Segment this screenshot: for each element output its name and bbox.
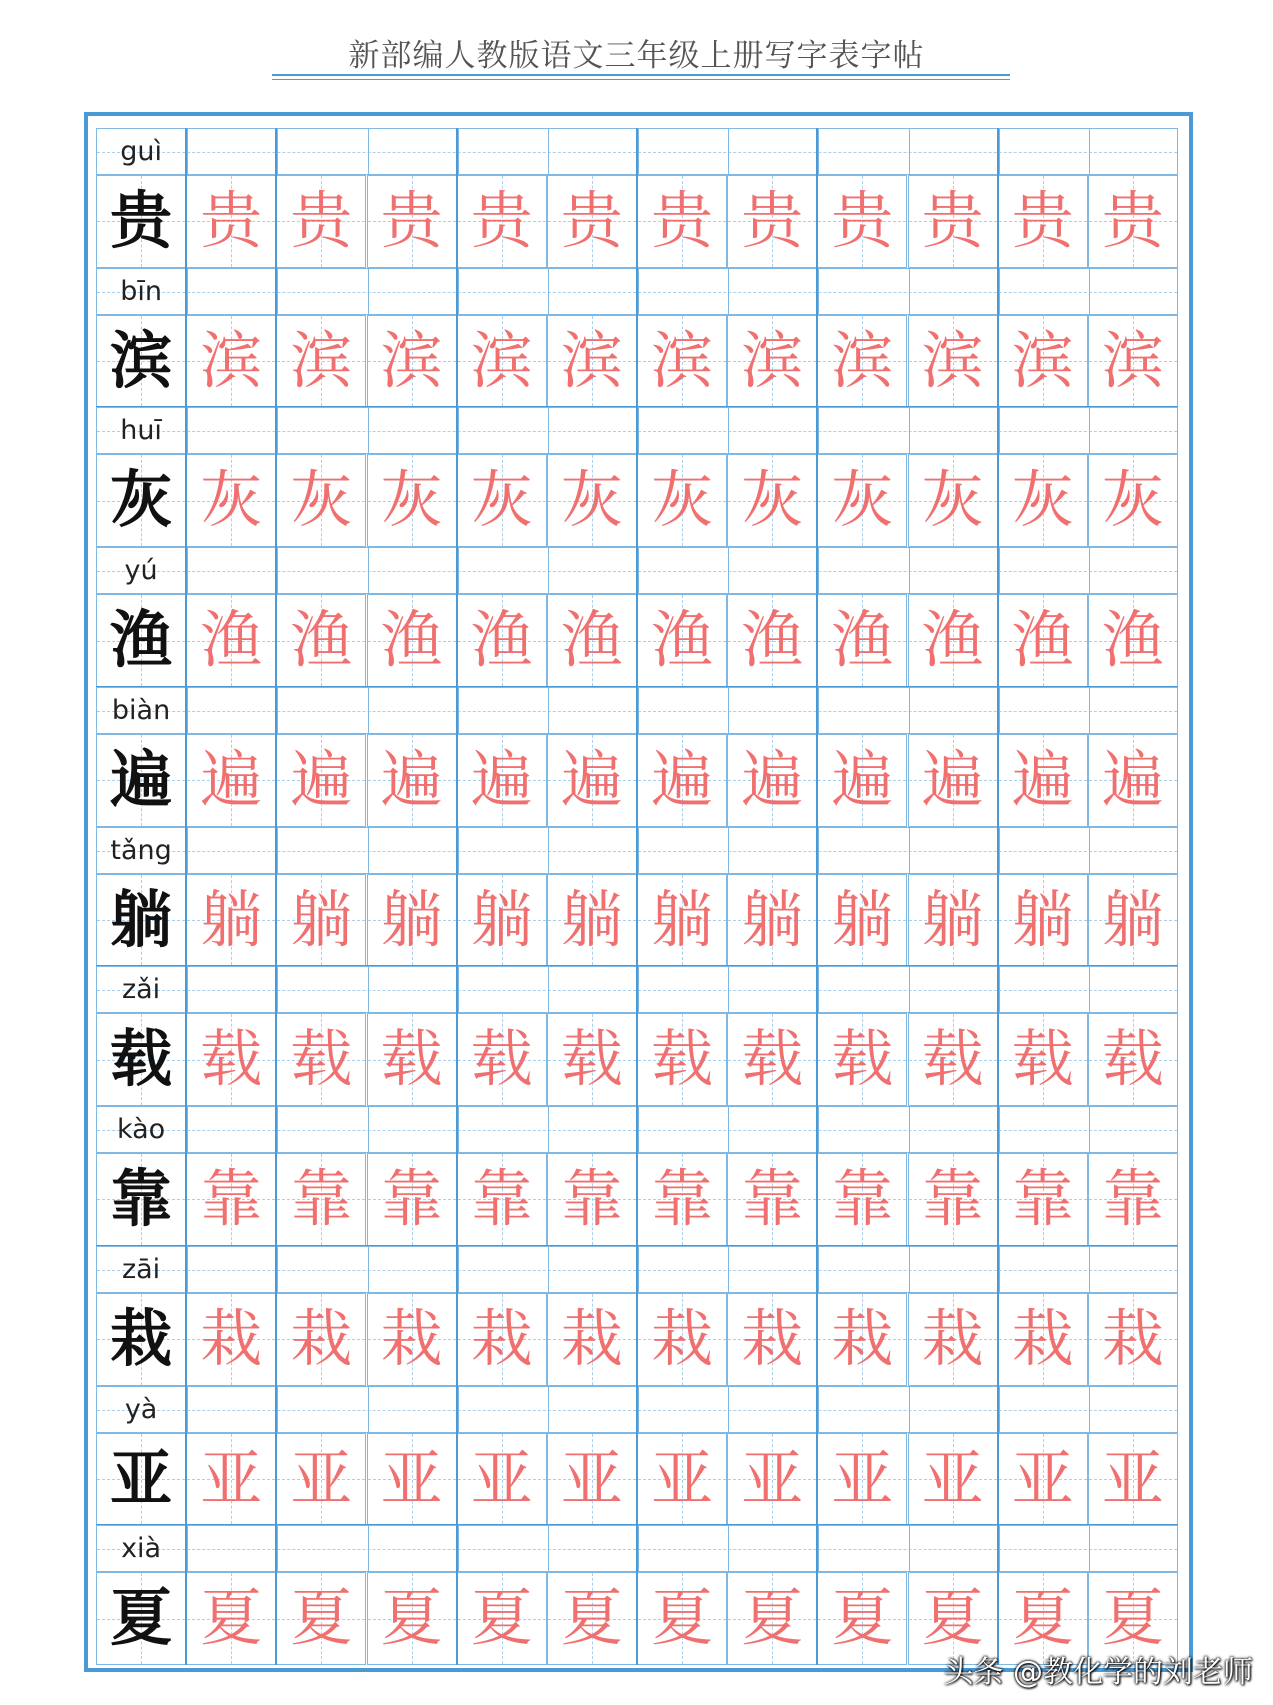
trace-character: 遍: [651, 742, 714, 816]
trace-character: 遍: [921, 742, 984, 816]
trace-character: 亚: [921, 1441, 984, 1515]
trace-character: 渔: [1011, 603, 1074, 677]
trace-character: 灰: [380, 463, 443, 537]
trace-character: 渔: [1101, 603, 1164, 677]
trace-character: 渔: [290, 603, 353, 677]
trace-character: 躺: [200, 882, 263, 956]
trace-character: 滨: [290, 323, 353, 397]
trace-character: 夏: [651, 1581, 714, 1655]
trace-character-cell: [547, 454, 637, 547]
trace-character: 滨: [1011, 323, 1074, 397]
model-character: 栽: [110, 1301, 173, 1375]
trace-character: 贵: [921, 184, 984, 257]
trace-character-cell: [1088, 454, 1178, 547]
trace-character-cell: [186, 1013, 276, 1106]
trace-character-cell: [727, 1572, 817, 1665]
pinyin-label: zǎi: [121, 974, 161, 1006]
trace-character: 躺: [651, 882, 714, 956]
trace-character: 载: [470, 1022, 533, 1096]
trace-character: 栽: [1011, 1301, 1074, 1375]
trace-character-cell: [817, 1572, 907, 1665]
trace-character-cell: [367, 315, 457, 408]
trace-character-cell: [367, 1013, 457, 1106]
trace-character: 躺: [1011, 882, 1074, 956]
model-character-cell: [96, 315, 186, 408]
pinyin-label: yà: [124, 1393, 158, 1425]
trace-character-cell: [547, 874, 637, 967]
model-character-cell: [96, 1572, 186, 1665]
trace-character: 遍: [200, 742, 263, 816]
trace-character-cell: [367, 874, 457, 967]
trace-character: 渔: [380, 603, 443, 677]
trace-character: 载: [1011, 1022, 1074, 1096]
trace-character-cell: [547, 1433, 637, 1526]
trace-character-cell: [1088, 1013, 1178, 1106]
trace-character: 灰: [470, 463, 533, 537]
trace-character: 栽: [651, 1301, 714, 1375]
trace-character-cell: [276, 734, 366, 827]
trace-character-cell: [457, 454, 547, 547]
trace-character: 遍: [741, 742, 804, 816]
pinyin-label: guì: [120, 136, 162, 167]
trace-character-cell: [276, 454, 366, 547]
trace-character: 栽: [380, 1301, 443, 1375]
trace-character: 躺: [560, 882, 623, 956]
trace-character: 靠: [470, 1162, 533, 1236]
trace-character-cell: [998, 594, 1088, 687]
trace-character: 栽: [1101, 1301, 1164, 1375]
trace-character: 栽: [741, 1301, 804, 1375]
trace-character: 渔: [831, 603, 894, 677]
trace-character-cell: [908, 874, 998, 967]
pinyin-label: zāi: [121, 1253, 161, 1285]
trace-character-cell: [817, 1013, 907, 1106]
pinyin-label: xià: [121, 1533, 162, 1565]
pinyin-label: kào: [116, 1114, 166, 1146]
trace-character-cell: [637, 1293, 727, 1386]
trace-character: 灰: [651, 463, 714, 537]
trace-character-cell: [817, 1153, 907, 1246]
trace-character-cell: [547, 1293, 637, 1386]
trace-character: 贵: [470, 184, 533, 257]
trace-character: 躺: [470, 882, 533, 956]
trace-character: 亚: [1011, 1441, 1074, 1515]
trace-character: 滨: [1101, 323, 1164, 397]
trace-character: 栽: [560, 1301, 623, 1375]
trace-character: 靠: [560, 1162, 623, 1236]
model-character-cell: [96, 1153, 186, 1246]
trace-character: 滨: [741, 323, 804, 397]
trace-character: 夏: [741, 1581, 804, 1655]
trace-character-cell: [908, 175, 998, 268]
trace-character-cell: [457, 1572, 547, 1665]
trace-character-cell: [186, 1572, 276, 1665]
trace-character: 滨: [651, 323, 714, 397]
model-character-cell: [96, 874, 186, 967]
trace-character-cell: [817, 454, 907, 547]
model-character: 滨: [110, 323, 173, 397]
trace-character-cell: [276, 175, 366, 268]
trace-character-cell: [367, 1433, 457, 1526]
trace-character: 亚: [290, 1441, 353, 1515]
model-character: 靠: [110, 1162, 173, 1236]
trace-character: 栽: [470, 1301, 533, 1375]
trace-character-cell: [186, 454, 276, 547]
column-group-divider: [456, 128, 458, 1665]
trace-character: 夏: [560, 1581, 623, 1655]
trace-character: 贵: [1011, 184, 1074, 257]
trace-character-cell: [547, 1013, 637, 1106]
model-character: 夏: [110, 1581, 173, 1655]
trace-character: 载: [921, 1022, 984, 1096]
trace-character: 载: [651, 1022, 714, 1096]
trace-character: 贵: [651, 184, 714, 257]
trace-character-cell: [367, 175, 457, 268]
trace-character-cell: [817, 1293, 907, 1386]
trace-character: 灰: [290, 463, 353, 537]
trace-character-cell: [727, 1153, 817, 1246]
trace-character-cell: [276, 315, 366, 408]
trace-character-cell: [276, 874, 366, 967]
trace-character: 贵: [560, 184, 623, 257]
trace-character-cell: [457, 874, 547, 967]
trace-character-cell: [1088, 594, 1178, 687]
trace-character: 滨: [831, 323, 894, 397]
trace-character: 遍: [380, 742, 443, 816]
trace-character: 滨: [380, 323, 443, 397]
trace-character: 夏: [290, 1581, 353, 1655]
trace-character-cell: [547, 734, 637, 827]
trace-character: 靠: [380, 1162, 443, 1236]
trace-character-cell: [637, 1153, 727, 1246]
trace-character-cell: [547, 175, 637, 268]
column-group-divider: [997, 128, 999, 1665]
trace-character: 灰: [1101, 463, 1164, 537]
trace-character-cell: [186, 1153, 276, 1246]
trace-character: 载: [560, 1022, 623, 1096]
trace-character-cell: [908, 315, 998, 408]
trace-character-cell: [457, 175, 547, 268]
trace-character: 遍: [1101, 742, 1164, 816]
trace-character-cell: [1088, 874, 1178, 967]
trace-character: 载: [1101, 1022, 1164, 1096]
trace-character: 夏: [1011, 1581, 1074, 1655]
trace-character: 渔: [651, 603, 714, 677]
trace-character: 滨: [921, 323, 984, 397]
column-group-divider: [275, 128, 277, 1665]
trace-character: 亚: [741, 1441, 804, 1515]
pinyin-label: bīn: [120, 275, 162, 307]
trace-character-cell: [727, 175, 817, 268]
trace-character-cell: [817, 315, 907, 408]
trace-character-cell: [998, 1293, 1088, 1386]
trace-character-cell: [817, 594, 907, 687]
pinyin-label: tǎng: [110, 834, 172, 866]
trace-character-cell: [276, 1153, 366, 1246]
trace-character: 遍: [290, 742, 353, 816]
trace-character: 渔: [200, 603, 263, 677]
trace-character: 亚: [651, 1441, 714, 1515]
trace-character-cell: [817, 734, 907, 827]
trace-character-cell: [367, 454, 457, 547]
trace-character-cell: [998, 315, 1088, 408]
trace-character-cell: [998, 1013, 1088, 1106]
model-character-cell: [96, 594, 186, 687]
trace-character-cell: [817, 175, 907, 268]
trace-character: 靠: [1101, 1162, 1164, 1236]
trace-character-cell: [457, 594, 547, 687]
trace-character: 遍: [831, 742, 894, 816]
trace-character: 亚: [470, 1441, 533, 1515]
model-character: 贵: [110, 184, 173, 257]
trace-character-cell: [908, 1013, 998, 1106]
trace-character: 夏: [831, 1581, 894, 1655]
trace-character: 滨: [470, 323, 533, 397]
trace-character-cell: [367, 1153, 457, 1246]
trace-character-cell: [547, 1153, 637, 1246]
trace-character: 躺: [831, 882, 894, 956]
trace-character-cell: [186, 594, 276, 687]
trace-character-cell: [998, 454, 1088, 547]
trace-character: 灰: [1011, 463, 1074, 537]
trace-character: 渔: [921, 603, 984, 677]
trace-character: 夏: [921, 1581, 984, 1655]
trace-character: 灰: [831, 463, 894, 537]
trace-character-cell: [547, 594, 637, 687]
trace-character-cell: [637, 454, 727, 547]
pinyin-label: huī: [120, 415, 162, 447]
trace-character: 亚: [831, 1441, 894, 1515]
trace-character: 灰: [741, 463, 804, 537]
trace-character-cell: [457, 734, 547, 827]
trace-character: 滨: [560, 323, 623, 397]
trace-character: 灰: [921, 463, 984, 537]
trace-character-cell: [908, 1433, 998, 1526]
trace-character-cell: [727, 594, 817, 687]
trace-character: 栽: [831, 1301, 894, 1375]
model-character-cell: [96, 1293, 186, 1386]
trace-character-cell: [908, 594, 998, 687]
trace-character: 栽: [921, 1301, 984, 1375]
model-character: 灰: [110, 463, 173, 537]
trace-character-cell: [276, 594, 366, 687]
trace-character-cell: [637, 874, 727, 967]
trace-character-cell: [998, 874, 1088, 967]
trace-character: 渔: [470, 603, 533, 677]
trace-character-cell: [817, 1433, 907, 1526]
trace-character: 遍: [560, 742, 623, 816]
trace-character: 贵: [1101, 184, 1164, 257]
trace-character-cell: [1088, 315, 1178, 408]
trace-character-cell: [1088, 175, 1178, 268]
trace-character: 靠: [290, 1162, 353, 1236]
trace-character: 渔: [741, 603, 804, 677]
trace-character-cell: [908, 1293, 998, 1386]
trace-character: 躺: [1101, 882, 1164, 956]
title-underline: [272, 74, 1010, 76]
trace-character-cell: [367, 1572, 457, 1665]
trace-character-cell: [186, 874, 276, 967]
trace-character-cell: [367, 594, 457, 687]
trace-character-cell: [727, 315, 817, 408]
trace-character-cell: [276, 1293, 366, 1386]
trace-character-cell: [457, 315, 547, 408]
pinyin-label: yú: [124, 555, 158, 587]
model-character: 载: [110, 1022, 173, 1096]
trace-character: 亚: [560, 1441, 623, 1515]
trace-character-cell: [1088, 1433, 1178, 1526]
title-underline-thin: [272, 79, 1010, 80]
trace-character: 载: [290, 1022, 353, 1096]
trace-character: 贵: [741, 184, 804, 257]
trace-character: 贵: [831, 184, 894, 257]
trace-character: 靠: [651, 1162, 714, 1236]
model-character-cell: [96, 1433, 186, 1526]
trace-character: 灰: [560, 463, 623, 537]
trace-character: 贵: [290, 184, 353, 257]
trace-character-cell: [637, 315, 727, 408]
trace-character-cell: [998, 175, 1088, 268]
trace-character: 夏: [380, 1581, 443, 1655]
model-character-cell: [96, 734, 186, 827]
trace-character: 栽: [290, 1301, 353, 1375]
trace-character-cell: [1088, 1293, 1178, 1386]
trace-character: 躺: [290, 882, 353, 956]
trace-character-cell: [727, 874, 817, 967]
model-character: 亚: [110, 1441, 173, 1515]
trace-character-cell: [276, 1433, 366, 1526]
trace-character-cell: [727, 454, 817, 547]
trace-character: 栽: [200, 1301, 263, 1375]
trace-character: 遍: [470, 742, 533, 816]
trace-character-cell: [998, 1433, 1088, 1526]
trace-character: 夏: [470, 1581, 533, 1655]
trace-character: 灰: [200, 463, 263, 537]
trace-character-cell: [817, 874, 907, 967]
trace-character-cell: [637, 1433, 727, 1526]
trace-character: 贵: [200, 184, 263, 257]
trace-character: 靠: [1011, 1162, 1074, 1236]
trace-character: 亚: [380, 1441, 443, 1515]
trace-character-cell: [186, 1433, 276, 1526]
trace-character-cell: [367, 1293, 457, 1386]
trace-character: 靠: [921, 1162, 984, 1236]
trace-character-cell: [998, 1153, 1088, 1246]
trace-character-cell: [908, 1153, 998, 1246]
watermark: 头条 @教化学的刘老师: [943, 1655, 1253, 1690]
trace-character-cell: [276, 1013, 366, 1106]
trace-character-cell: [457, 1153, 547, 1246]
model-character: 遍: [110, 742, 173, 816]
trace-character-cell: [637, 1572, 727, 1665]
trace-character-cell: [186, 315, 276, 408]
trace-character: 渔: [560, 603, 623, 677]
trace-character-cell: [276, 1572, 366, 1665]
trace-character-cell: [1088, 734, 1178, 827]
trace-character-cell: [998, 734, 1088, 827]
model-character-cell: [96, 454, 186, 547]
trace-character: 载: [831, 1022, 894, 1096]
trace-character: 载: [200, 1022, 263, 1096]
trace-character-cell: [637, 734, 727, 827]
trace-character: 靠: [831, 1162, 894, 1236]
trace-character: 靠: [200, 1162, 263, 1236]
page-title: 新部编人教版语文三年级上册写字表字帖: [348, 38, 925, 74]
trace-character-cell: [457, 1013, 547, 1106]
pinyin-label: biàn: [111, 694, 171, 726]
trace-character: 躺: [741, 882, 804, 956]
trace-character: 遍: [1011, 742, 1074, 816]
trace-character-cell: [908, 734, 998, 827]
trace-character: 夏: [200, 1581, 263, 1655]
practice-grid: [96, 128, 1178, 1665]
trace-character-cell: [457, 1433, 547, 1526]
trace-character-cell: [186, 175, 276, 268]
trace-character: 亚: [200, 1441, 263, 1515]
trace-character: 靠: [741, 1162, 804, 1236]
trace-character-cell: [1088, 1153, 1178, 1246]
trace-character-cell: [637, 1013, 727, 1106]
trace-character: 贵: [380, 184, 443, 257]
trace-character-cell: [186, 1293, 276, 1386]
trace-character-cell: [908, 454, 998, 547]
trace-character-cell: [637, 594, 727, 687]
column-group-divider: [816, 128, 818, 1665]
model-character: 渔: [110, 603, 173, 677]
trace-character-cell: [547, 1572, 637, 1665]
trace-character-cell: [727, 734, 817, 827]
trace-character-cell: [727, 1013, 817, 1106]
trace-character-cell: [186, 734, 276, 827]
trace-character-cell: [547, 315, 637, 408]
trace-character-cell: [637, 175, 727, 268]
trace-character-cell: [457, 1293, 547, 1386]
trace-character: 亚: [1101, 1441, 1164, 1515]
model-character-cell: [96, 1013, 186, 1106]
trace-character: 载: [380, 1022, 443, 1096]
trace-character: 躺: [921, 882, 984, 956]
trace-character: 载: [741, 1022, 804, 1096]
trace-character-cell: [367, 734, 457, 827]
trace-character: 夏: [1101, 1581, 1164, 1655]
trace-character-cell: [727, 1433, 817, 1526]
column-group-divider: [185, 128, 187, 1665]
trace-character: 躺: [380, 882, 443, 956]
column-group-divider: [636, 128, 638, 1665]
model-character: 躺: [110, 882, 173, 956]
trace-character: 滨: [200, 323, 263, 397]
trace-character-cell: [727, 1293, 817, 1386]
model-character-cell: [96, 175, 186, 268]
